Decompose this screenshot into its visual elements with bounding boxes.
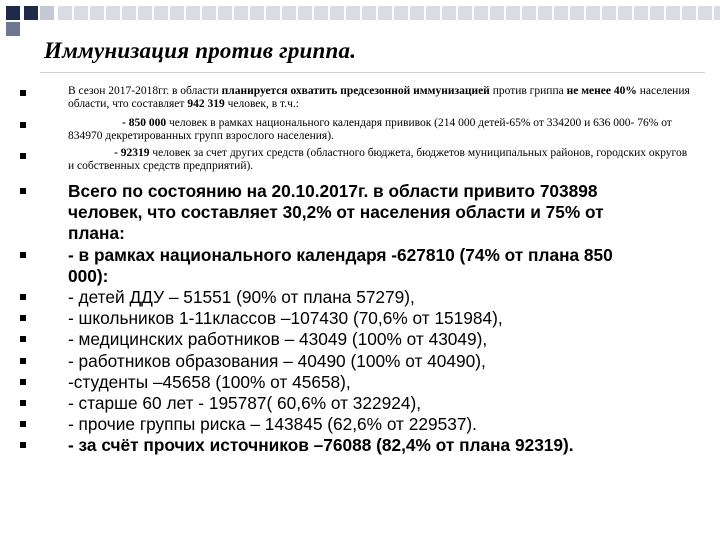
text-run-bold: планируется охватить предсезонной иммунизацией	[221, 85, 490, 97]
bullet-icon	[20, 358, 26, 364]
square-light	[506, 6, 520, 20]
bullet-icon	[20, 400, 26, 406]
statistics-line: - в рамках национального календаря -627810 (74% от плана 850	[68, 244, 613, 265]
text-run: против гриппа	[489, 85, 567, 97]
statistics-line: - школьников 1-11классов –107430 (70,6% от 151984),	[68, 308, 503, 329]
bullet-icon	[20, 315, 26, 321]
statistics-line: плана:	[68, 223, 125, 244]
square-light	[586, 6, 600, 20]
square-light	[426, 6, 440, 20]
square-light	[618, 6, 632, 20]
square-light	[394, 6, 408, 20]
square-light	[250, 6, 264, 20]
small-paragraph-3	[68, 147, 690, 173]
square-light	[554, 6, 568, 20]
square-light	[570, 6, 584, 20]
square-light	[522, 6, 536, 20]
square-light	[74, 6, 88, 20]
square-light	[442, 6, 456, 20]
square-light	[282, 6, 296, 20]
square-light	[474, 6, 488, 20]
square-light	[698, 6, 712, 20]
text-run-bold: - 850 000	[122, 117, 167, 129]
square-light	[410, 6, 424, 20]
square-light	[234, 6, 248, 20]
square-light	[458, 6, 472, 20]
statistics-line: - за счёт прочих источников –76088 (82,4% от плана 92319).	[68, 435, 574, 456]
bullet-icon	[20, 442, 26, 448]
text-run-bold: - 92319	[114, 147, 150, 159]
text-run: человек в рамках национального календаря прививок (214 000 детей-65% от 334200 и 636 000- 76% от 834970 декретированных групп взрослого населения).	[68, 117, 672, 142]
statistics-line: человек, что составляет 30,2% от населения области и 75% от	[68, 202, 604, 223]
bullet-icon	[20, 294, 26, 300]
text-run-bold: не менее 40%	[566, 85, 637, 97]
text-run: В сезон 2017-2018гг. в области	[68, 85, 222, 97]
statistics-line: 000):	[68, 265, 109, 286]
statistics-line: - старше 60 лет - 195787( 60,6% от 322924),	[68, 393, 422, 413]
square-light	[186, 6, 200, 20]
square-dark	[24, 6, 38, 20]
square-light	[602, 6, 616, 20]
statistics-line: - работников образования – 40490 (100% от 40490),	[68, 350, 486, 371]
square-light	[330, 6, 344, 20]
square-light	[490, 6, 504, 20]
square-light	[314, 6, 328, 20]
bullet-icon	[20, 336, 26, 342]
square-light	[538, 6, 552, 20]
square-light	[170, 6, 184, 20]
page-title: Иммунизация против гриппа.	[44, 38, 357, 63]
text-run: человек за счет других средств (областного бюджета, бюджетов муниципальных районов, городских округов и собственных средств предприятий).	[68, 147, 688, 172]
statistics-line: -студенты –45658 (100% от 45658),	[68, 371, 351, 392]
text-run-bold: 942 319	[187, 98, 225, 110]
bullet-icon	[20, 421, 26, 427]
small-paragraph-1	[68, 85, 690, 111]
statistics-line: - прочие группы риска – 143845 (62,6% от 229537).	[68, 414, 477, 435]
square-light	[40, 6, 54, 20]
text-run: человек, в т.ч.:	[224, 98, 299, 110]
title-underline	[40, 72, 705, 73]
bullet-icon	[20, 122, 26, 128]
square-light	[122, 6, 136, 20]
bullet-icon	[20, 153, 26, 159]
statistics-line: - детей ДДУ – 51551 (90% от плана 57279),	[68, 287, 415, 307]
bullet-icon	[20, 90, 26, 96]
statistics-line: Всего по состоянию на 20.10.2017г. в области привито 703898	[68, 181, 598, 201]
square-light	[666, 6, 680, 20]
square-light	[378, 6, 392, 20]
square-dark	[6, 6, 20, 20]
square-light	[218, 6, 232, 20]
square-light	[714, 6, 720, 20]
square-light	[266, 6, 280, 20]
square-light	[58, 6, 72, 20]
square-light	[154, 6, 168, 20]
square-light	[202, 6, 216, 20]
square-light	[682, 6, 696, 20]
square-light	[362, 6, 376, 20]
bullet-icon	[20, 188, 26, 194]
header-squares-decoration	[0, 0, 720, 40]
small-paragraph-2	[68, 117, 690, 143]
bullet-icon	[20, 379, 26, 385]
square-light	[298, 6, 312, 20]
square-mid	[6, 22, 20, 36]
bullet-icon	[20, 252, 26, 258]
statistics-line: - медицинских работников – 43049 (100% от 43049),	[68, 329, 488, 350]
square-light	[106, 6, 120, 20]
text-run: населения области, что составляет	[68, 85, 690, 110]
square-light	[346, 6, 360, 20]
square-light	[90, 6, 104, 20]
square-light	[138, 6, 152, 20]
square-light	[634, 6, 648, 20]
square-light	[650, 6, 664, 20]
